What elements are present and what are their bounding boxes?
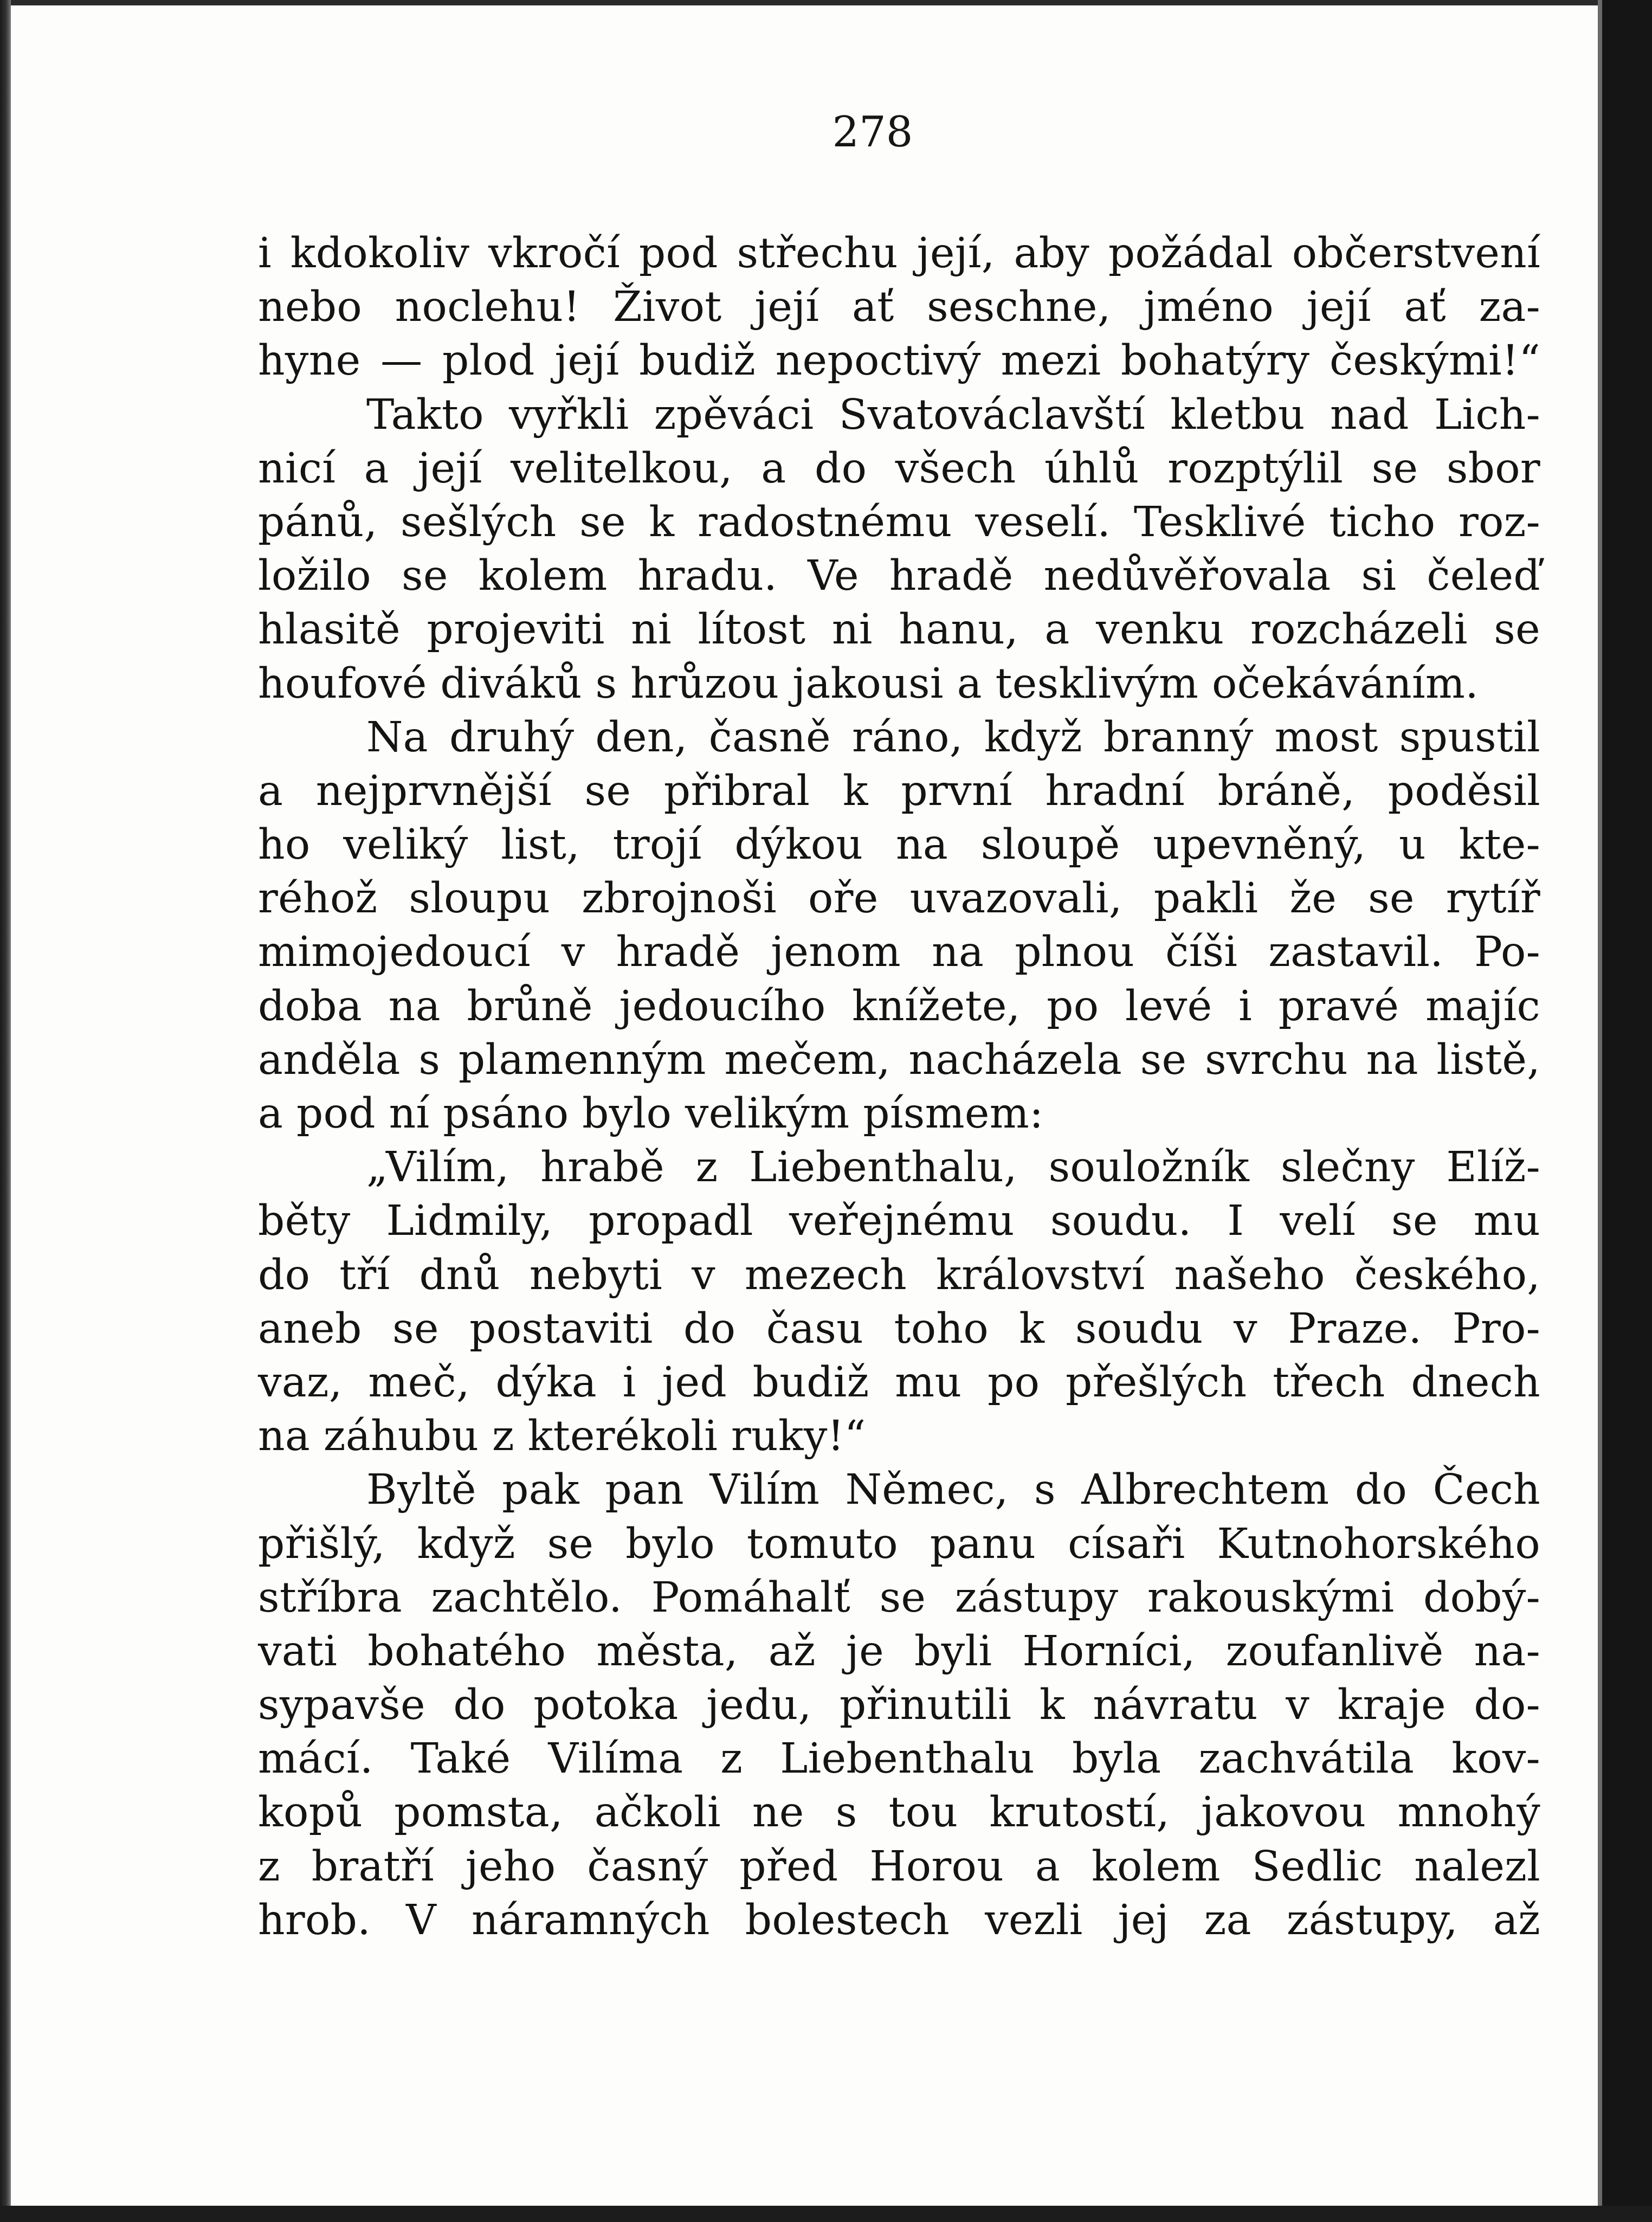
text-line: anděla s plamenným mečem, nacházela se svrchu na listě, (258, 1035, 1540, 1084)
text-line: stříbra zachtělo. Pomáhalť se zástupy rakouskými dobý- (258, 1573, 1540, 1622)
text-line: hyne — plod její budiž nepoctivý mezi bohatýry českými!“ (258, 337, 1540, 385)
text-line: Byltě pak pan Vilím Němec, s Albrechtem do Čech (366, 1466, 1540, 1515)
text-line: i kdokoliv vkročí pod střechu její, aby požádal občerstvení (258, 229, 1540, 278)
text-line: hlasitě projeviti ni lítost ni hanu, a venku rozcházeli se (258, 606, 1540, 654)
page-number: 278 (832, 108, 913, 157)
text-line: réhož sloupu zbrojnoši oře uvazovali, pakli že se rytíř (258, 874, 1540, 923)
text-line: pánů, sešlých se k radostnému veselí. Tesklivé ticho roz- (258, 498, 1540, 546)
scan-edge-top (0, 0, 1652, 5)
text-line: „Vilím, hrabě z Liebenthalu, souložník slečny Elíž- (366, 1143, 1540, 1192)
text-line: z bratří jeho časný před Horou a kolem Sedlic nalezl (258, 1842, 1540, 1891)
text-line: sypavše do potoka jedu, přinutili k návratu v kraje do- (258, 1681, 1540, 1730)
text-line: kopů pomsta, ačkoli ne s tou krutostí, jakovou mnohý (258, 1788, 1540, 1837)
text-line: aneb se postaviti do času toho k soudu v Praze. Pro- (258, 1304, 1540, 1353)
text-line: nicí a její velitelkou, a do všech úhlů rozptýlil se sbor (258, 444, 1540, 493)
text-line: nebo noclehu! Život její ať seschne, jméno její ať za- (258, 283, 1540, 332)
text-line: doba na brůně jedoucího knížete, po levé i pravé majíc (258, 982, 1540, 1031)
text-line: Na druhý den, časně ráno, když branný most spustil (366, 713, 1540, 762)
text-line: hrob. V náramných bolestech vezli jej za zástupy, až (258, 1896, 1540, 1944)
text-line: mácí. Také Vilíma z Liebenthalu byla zachvátila kov- (258, 1735, 1540, 1783)
text-line: vati bohatého města, až je byli Horníci, zoufanlivě na- (258, 1627, 1540, 1676)
text-line: ložilo se kolem hradu. Ve hradě nedůvěřovala si čeleď (258, 552, 1540, 601)
scan-edge-bottom (0, 2206, 1652, 2222)
text-line: do tří dnů nebyti v mezech království našeho českého, (258, 1251, 1540, 1299)
text-line: Takto vyřkli zpěváci Svatováclavští kletbu nad Lich- (366, 390, 1540, 439)
text-line: a nejprvnější se přibral k první hradní bráně, poděsil (258, 767, 1540, 815)
scan-edge-right (1598, 0, 1652, 2222)
text-line: běty Lidmily, propadl veřejnému soudu. I velí se mu (258, 1197, 1540, 1246)
text-line: mimojedoucí v hradě jenom na plnou číši zastavil. Po- (258, 928, 1540, 977)
text-line: a pod ní psáno bylo velikým písmem: (258, 1090, 1044, 1138)
text-line: přišlý, když se bylo tomuto panu císaři Kutnohorského (258, 1519, 1540, 1568)
scan-edge-left (0, 0, 11, 2222)
text-line: na záhubu z kterékoli ruky!“ (258, 1412, 866, 1461)
body-text (258, 227, 1540, 1947)
text-line: vaz, meč, dýka i jed budiž mu po přešlých třech dnech (258, 1358, 1540, 1407)
text-line: houfové diváků s hrůzou jakousi a tesklivým očekáváním. (258, 659, 1479, 708)
text-line: ho veliký list, trojí dýkou na sloupě upevněný, u kte- (258, 821, 1540, 870)
